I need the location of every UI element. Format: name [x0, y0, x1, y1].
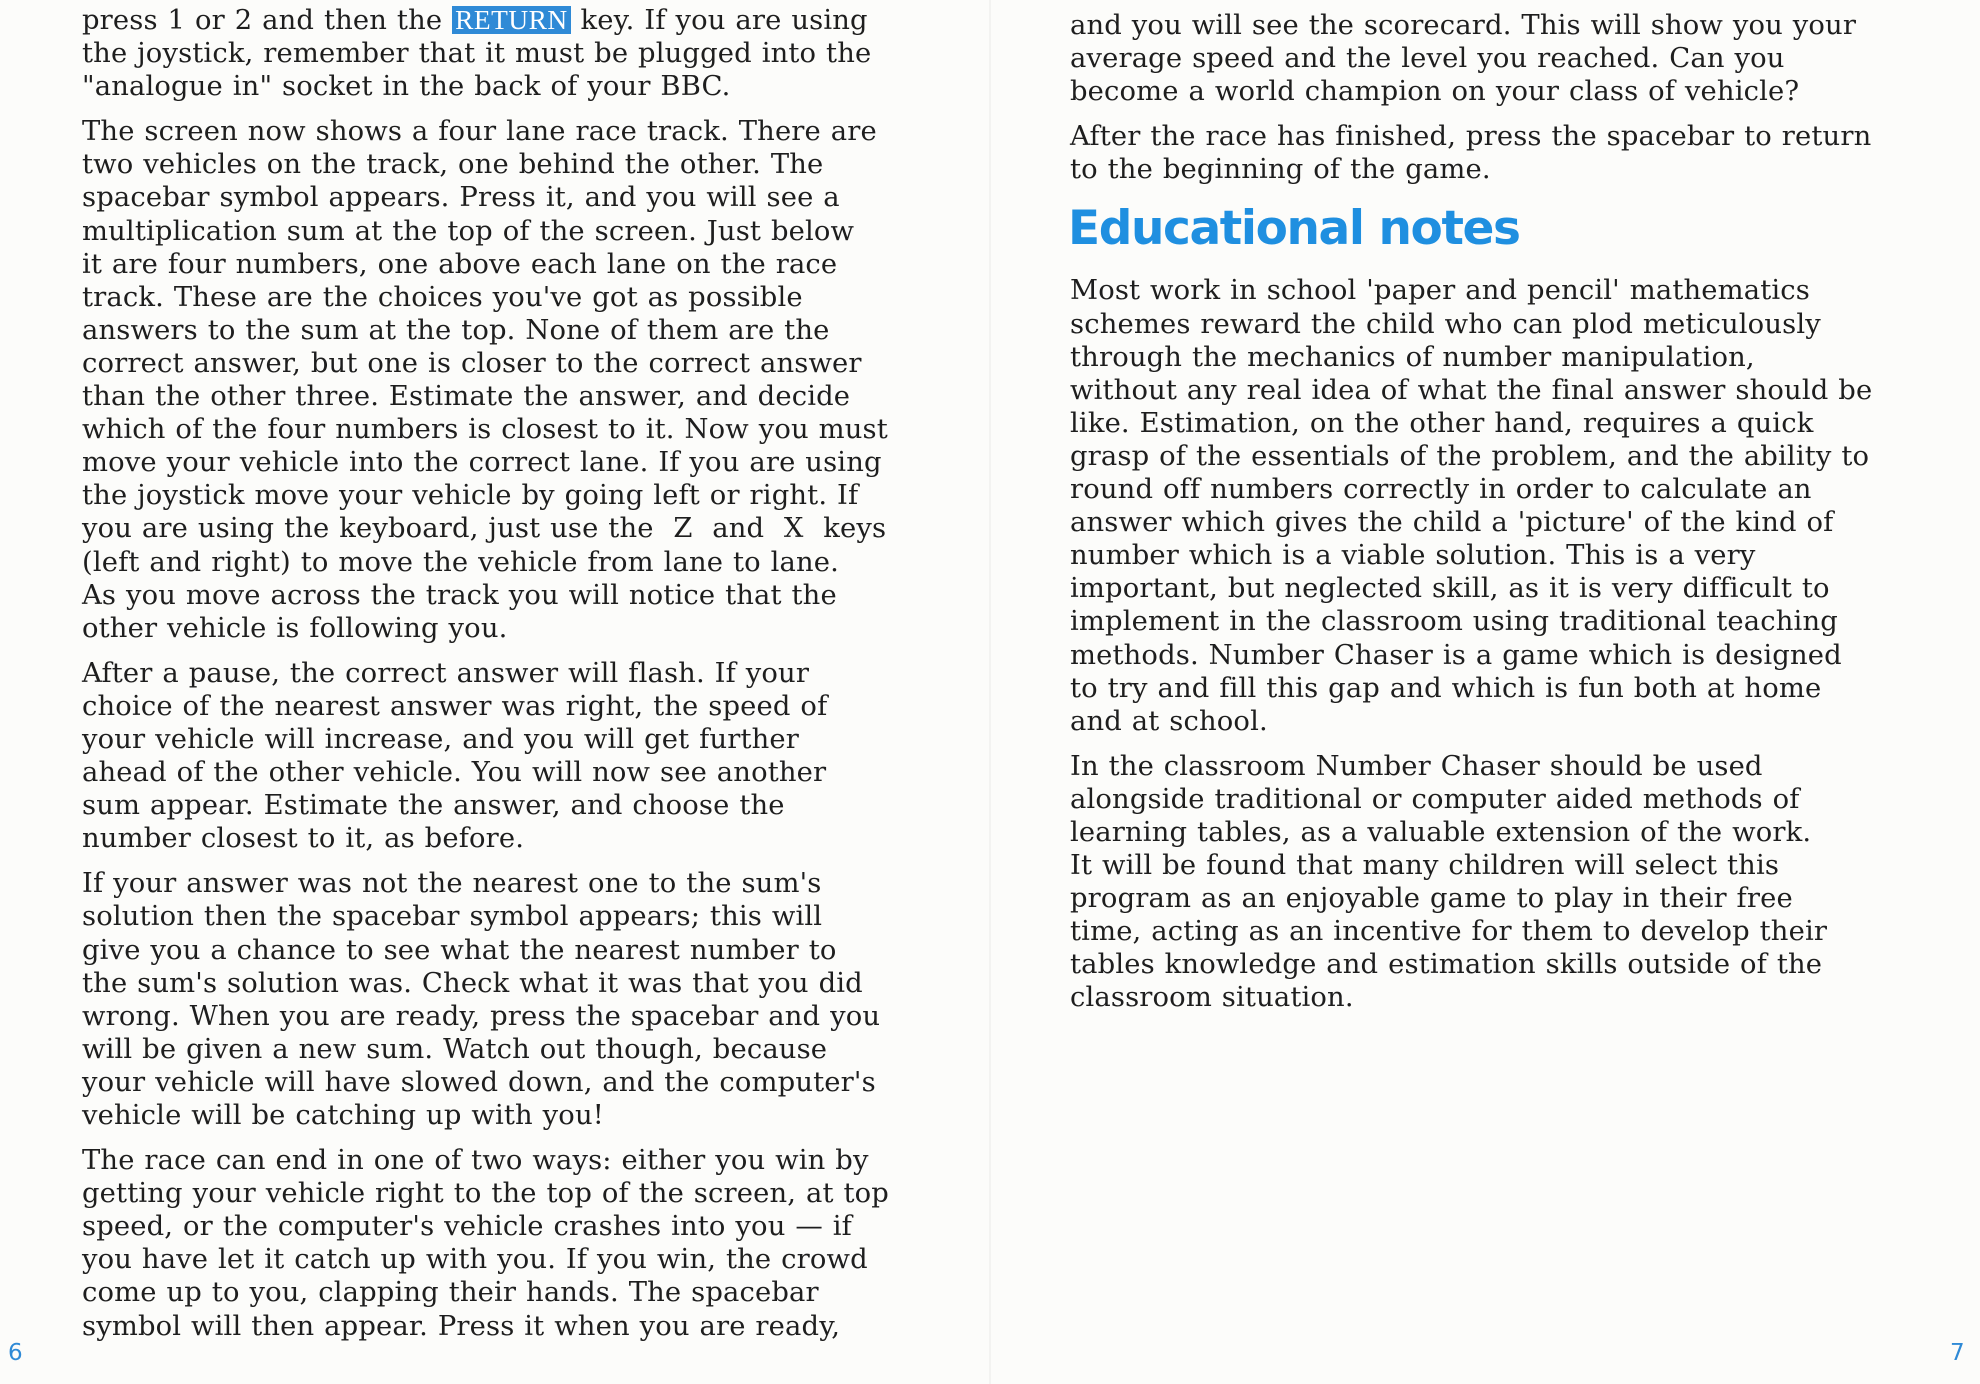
- text-line: "analogue in" socket in the back of your BBC.: [82, 71, 731, 103]
- text-line: important, but neglected skill, as it is very difficult to: [1070, 573, 1830, 605]
- text-line: speed, or the computer's vehicle crashes into you — if: [82, 1211, 852, 1243]
- paragraph-race-end: [82, 1144, 912, 1343]
- text-line: move your vehicle into the correct lane. If you are using: [82, 447, 882, 479]
- text-line: vehicle will be catching up with you!: [82, 1100, 604, 1131]
- paragraph-race-track: [82, 115, 912, 645]
- text-line: correct answer, but one is closer to the correct answer: [82, 347, 862, 379]
- text-line: In the classroom Number Chaser should be used: [1070, 750, 1763, 782]
- text-line: the joystick move your vehicle by going left or right. If: [82, 480, 859, 512]
- text-line: spacebar symbol appears. Press it, and you will see a: [82, 182, 840, 214]
- page-number-right: 7: [1950, 1340, 1965, 1366]
- text-line: After a pause, the correct answer will flash. If your: [82, 657, 810, 689]
- text-line: your vehicle will have slowed down, and the computer's: [82, 1066, 876, 1098]
- text-line: will be given a new sum. Watch out though, because: [82, 1033, 828, 1065]
- text-line: round off numbers correctly in order to calculate an: [1070, 474, 1812, 506]
- text-line: your vehicle will increase, and you will get further: [82, 723, 800, 755]
- text-line: (left and right) to move the vehicle from lane to lane.: [82, 546, 840, 578]
- text-line: multiplication sum at the top of the screen. Just below: [82, 215, 855, 247]
- text-line: wrong. When you are ready, press the spacebar and you: [82, 1000, 881, 1032]
- return-key-label: RETURN: [452, 6, 571, 34]
- text-line: to try and fill this gap and which is fun both at home: [1070, 672, 1822, 704]
- text-line: track. These are the choices you've got as possible: [82, 281, 803, 313]
- text-line: number closest to it, as before.: [82, 823, 525, 855]
- text-line: average speed and the level you reached. Can you: [1070, 43, 1785, 75]
- text-line: without any real idea of what the final answer should be: [1070, 374, 1873, 406]
- text-line: come up to you, clapping their hands. The spacebar: [82, 1277, 819, 1309]
- text-line: solution then the spacebar symbol appears; this will: [82, 901, 823, 933]
- text-line: It will be found that many children will select this: [1070, 850, 1780, 882]
- text-line: time, acting as an incentive for them to develop their: [1070, 916, 1828, 948]
- text-line: than the other three. Estimate the answer, and decide: [82, 381, 851, 413]
- text-line: and at school.: [1070, 705, 1268, 737]
- text-line: choice of the nearest answer was right, the speed of: [82, 690, 828, 722]
- text-line: through the mechanics of number manipulation,: [1070, 341, 1755, 373]
- text-line: methods. Number Chaser is a game which is designed: [1070, 639, 1842, 671]
- text-line: the joystick, remember that it must be plugged into the: [82, 38, 872, 70]
- text-line: two vehicles on the track, one behind the other. The: [82, 149, 824, 181]
- text-line: and you will see the scorecard. This will show you your: [1070, 10, 1857, 41]
- text-line: Most work in school 'paper and pencil' mathematics: [1070, 275, 1810, 307]
- text-line: you have let it catch up with you. If you win, the crowd: [82, 1244, 868, 1276]
- text-line: which of the four numbers is closest to it. Now you must: [82, 414, 888, 446]
- text-line: sum appear. Estimate the answer, and choose the: [82, 790, 785, 822]
- right-page: [1070, 9, 1910, 1027]
- text-segment: key. If you are using: [570, 5, 868, 36]
- paragraph-scorecard: [1070, 9, 1910, 108]
- text-line: answers to the sum at the top. None of them are the: [82, 314, 830, 346]
- text-line: ahead of the other vehicle. You will now see another: [82, 757, 827, 789]
- paragraph-classroom: [1070, 750, 1910, 1015]
- text-line: After the race has finished, press the spacebar to return: [1070, 121, 1872, 153]
- text-line: learning tables, as a valuable extension of the work.: [1070, 816, 1812, 848]
- text-line: The race can end in one of two ways: either you win by: [82, 1145, 869, 1177]
- paragraph-wrong-answer: [82, 867, 912, 1132]
- text-line: give you a chance to see what the nearest number to: [82, 934, 837, 966]
- paragraph-return-key: [82, 4, 912, 103]
- text-line: the sum's solution was. Check what it was that you did: [82, 967, 863, 999]
- text-line: If your answer was not the nearest one to the sum's: [82, 868, 822, 900]
- text-line: answer which gives the child a 'picture' of the kind of: [1070, 507, 1834, 539]
- paragraph-after-race: [1070, 120, 1910, 186]
- page-fold: [989, 0, 991, 1384]
- text-line: grasp of the essentials of the problem, and the ability to: [1070, 440, 1870, 472]
- text-line: implement in the classroom using traditional teaching: [1070, 606, 1838, 638]
- paragraph-estimation: [1070, 274, 1910, 737]
- text-line: alongside traditional or computer aided methods of: [1070, 783, 1800, 815]
- text-line: like. Estimation, on the other hand, requires a quick: [1070, 407, 1814, 439]
- text-line: tables knowledge and estimation skills outside of the: [1070, 949, 1823, 981]
- text-line: classroom situation.: [1070, 982, 1354, 1014]
- left-page: [82, 4, 912, 1355]
- text-segment: press 1 or 2 and then the: [82, 5, 453, 36]
- text-line: become a world champion on your class of vehicle?: [1070, 76, 1800, 108]
- text-line: getting your vehicle right to the top of the screen, at top: [82, 1178, 889, 1210]
- page-number-left: 6: [8, 1340, 23, 1366]
- text-line: program as an enjoyable game to play in their free: [1070, 883, 1793, 915]
- text-line: it are four numbers, one above each lane on the race: [82, 248, 838, 280]
- paragraph-correct-answer: [82, 657, 912, 856]
- text-line: As you move across the track you will notice that the: [82, 579, 837, 611]
- text-line: schemes reward the child who can plod meticulously: [1070, 308, 1821, 340]
- text-line: you are using the keyboard, just use the Z and X keys: [82, 513, 887, 545]
- text-line: to the beginning of the game.: [1070, 154, 1491, 186]
- text-line: other vehicle is following you.: [82, 612, 508, 644]
- text-line: The screen now shows a four lane race track. There are: [82, 116, 877, 148]
- text-line: symbol will then appear. Press it when you are ready,: [82, 1310, 841, 1342]
- section-heading: Educational notes: [1068, 201, 1520, 257]
- text-line: number which is a viable solution. This is a very: [1070, 540, 1756, 572]
